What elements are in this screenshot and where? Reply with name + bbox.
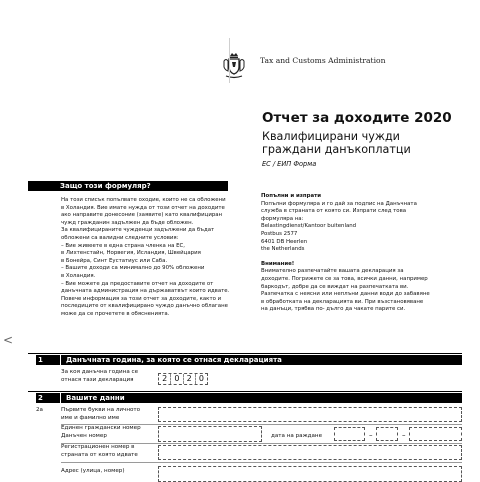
fill-text-line: Попълни формуляра и го дай за подпис на Данъчната bbox=[261, 200, 417, 207]
initials-label-line-1: Първите букви на личното bbox=[61, 407, 141, 413]
why-text-line: в Холандия. Вие имате нужда от този отчет на доходите bbox=[61, 204, 225, 211]
tax-year-field[interactable] bbox=[158, 373, 208, 385]
section-2-number: 2 bbox=[36, 393, 60, 403]
why-text-line: в Лихтенстайн, Норвегия, Исландия, Швейцария bbox=[61, 250, 201, 257]
row-divider bbox=[61, 462, 462, 463]
fill-text-line: формуляра на: bbox=[261, 215, 304, 222]
dob-year-field[interactable] bbox=[409, 427, 462, 441]
fill-text-line: Belastingdienst/Kantoor buitenland bbox=[261, 223, 357, 230]
year-digit: 2 bbox=[184, 374, 196, 384]
why-text-line: ако направите донесоние (заявите) като квалифициран bbox=[61, 212, 223, 219]
section-1-number: 1 bbox=[36, 355, 60, 365]
attention-heading: Внимание! bbox=[261, 260, 295, 267]
subsection-2a: 2a bbox=[36, 407, 43, 413]
form-subtitle bbox=[262, 130, 411, 156]
fill-heading: Попълни и изпрати bbox=[261, 193, 322, 199]
why-text-line: последиците от квалифицирано чуждо данъчно облагане bbox=[61, 303, 228, 310]
why-heading-bar bbox=[28, 181, 228, 191]
tax-year-label-line-1: За коя данъчна година се bbox=[61, 369, 139, 375]
section-1-header bbox=[28, 353, 462, 365]
attention-text-line: доходите. Погрижете се за това, всички данни, например bbox=[261, 275, 428, 282]
why-heading: Защо този формуляр? bbox=[60, 182, 151, 190]
why-text-line: За квалифицираните чужденци задължени да бъдат bbox=[61, 227, 215, 234]
attention-text-line: Разпечатка с неясни или неплъни данни води до забавяне bbox=[261, 291, 430, 298]
year-digit: 2 bbox=[159, 374, 171, 384]
why-text-line: – Вие можете да предоставите отчет на доходите от bbox=[61, 280, 214, 287]
initials-label bbox=[61, 407, 140, 422]
fill-text-line: the Netherlands bbox=[261, 246, 305, 253]
fill-text-line: служба в страната от която си. Изпрати след това bbox=[261, 208, 407, 215]
section-1-title: Данъчната година, за която се отнася декларацията bbox=[61, 355, 462, 365]
tax-year-label bbox=[61, 369, 138, 384]
why-text-line: чужд гражданин задължен да бъде обложен. bbox=[61, 219, 194, 226]
tax-year-label-line-2: отнася тази декларация bbox=[61, 376, 134, 383]
why-text-line: – Вие живеете в една страна членка на ЕС, bbox=[61, 242, 185, 249]
dob-separator: – bbox=[369, 431, 373, 439]
tax-number-label: Данъчен номер bbox=[61, 433, 107, 439]
agency-name: Tax and Customs Administration bbox=[260, 56, 386, 65]
year-digit: 0 bbox=[171, 374, 183, 384]
registration-number-label bbox=[61, 444, 138, 459]
form-title: Отчет за доходите 2020 bbox=[262, 110, 452, 126]
why-text-line: обложени са валидни следните условия: bbox=[61, 234, 179, 241]
why-text-line: в Холандия. bbox=[61, 272, 96, 279]
logo-divider bbox=[229, 38, 230, 83]
form-subtitle-line-2: граждани данъкоплатци bbox=[262, 143, 411, 156]
why-text-line: данъчната администрация на държаватвът които идвате. bbox=[61, 288, 230, 295]
address-label: Адрес (улица, номер) bbox=[61, 468, 125, 474]
why-text-line: в Бонейра, Синт Еустатиус или Саба. bbox=[61, 257, 168, 264]
section-2-header bbox=[28, 391, 462, 403]
fill-text-line: Postbus 2577 bbox=[261, 230, 298, 237]
attention-text-line: Внимателно разпечатайте вашата декларация за bbox=[261, 268, 404, 275]
why-text bbox=[61, 197, 229, 319]
attention-text-line: баркодът, добре да се виждат на разпечатката ви. bbox=[261, 283, 409, 290]
dob-day-field[interactable] bbox=[334, 427, 365, 441]
initials-name-field[interactable] bbox=[158, 407, 462, 422]
why-text-line: може да се прочетете в обясненията. bbox=[61, 310, 170, 317]
dob-label: дата на раждане bbox=[271, 433, 323, 439]
form-subtitle-line-1: Квалифицирани чужди bbox=[262, 130, 400, 143]
dob-separator: – bbox=[402, 431, 406, 439]
fill-text-line: 6401 DB Heerlen bbox=[261, 238, 308, 245]
registration-number-label-line-2: страната от която идвате bbox=[61, 451, 138, 458]
royal-coat-of-arms-icon bbox=[222, 52, 246, 82]
registration-number-label-line-1: Регистрационен номер в bbox=[61, 444, 135, 450]
attention-text-line: в обработката на декларацията ви. При възстановяване bbox=[261, 298, 424, 305]
citizen-number-label: Единен граждански номер bbox=[61, 425, 141, 431]
chevron-left-icon[interactable]: < bbox=[3, 333, 14, 347]
why-text-line: – Вашите доходи са минимално до 90% обложени bbox=[61, 265, 205, 272]
instructions bbox=[261, 193, 430, 314]
why-text-line: Повече информация за този отчет за доходите, както и bbox=[61, 295, 222, 302]
section-2-title: Вашите данни bbox=[61, 393, 462, 403]
year-digit: 0 bbox=[198, 374, 204, 383]
registration-number-field[interactable] bbox=[158, 445, 462, 460]
initials-label-line-2: име и фамилно име bbox=[61, 414, 120, 421]
tax-number-field[interactable] bbox=[158, 426, 262, 442]
attention-text-line: на данъци, трябва по- дълго да чакате парите си. bbox=[261, 306, 406, 313]
form-type: ЕС / ЕИП Форма bbox=[262, 160, 317, 168]
why-text-line: На този списък попълвате оходие, които не са обложени bbox=[61, 197, 226, 203]
dob-month-field[interactable] bbox=[376, 427, 398, 441]
